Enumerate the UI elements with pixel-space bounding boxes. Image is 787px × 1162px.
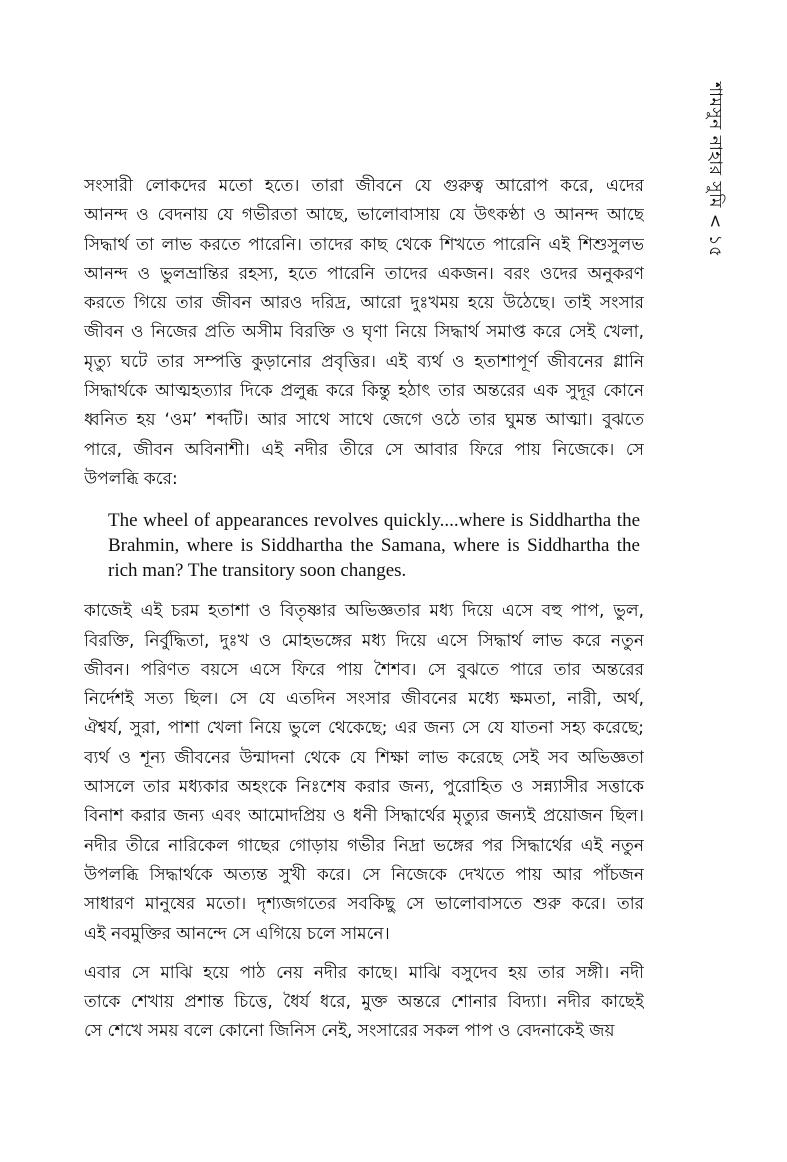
- text-line: পারে, জীবন অবিনাশী। এই নদীর তীরে সে আবার ফিরে পায় নিজেকে। সে: [84, 439, 644, 460]
- text-line: সে শেখে সময় বলে কোনো জিনিস নেই, সংসারের সকল পাপ ও বেদনাকেই জয়: [84, 1021, 615, 1042]
- block-quote: [108, 508, 640, 583]
- text-line: ব্যর্থ ও শূন্য জীবনের উন্মাদনা থেকে যে শিক্ষা লাভ করেছে সেই সব অভিজ্ঞতা: [84, 747, 644, 768]
- text-line: সংসারী লোকদের মতো হতে। তারা জীবনে যে গুরুত্ব আরোপ করে, এদের: [84, 176, 644, 196]
- text-line: তাকে শেখায় প্রশান্ত চিত্তে, ধৈর্য ধরে, মুক্ত অন্তরে শোনার বিদ্যা। নদীর কাছেই: [84, 992, 644, 1013]
- text-line: করতে গিয়ে তার জীবন আরও দরিদ্র, আরো দুঃখময় হয়ে উঠেছে। তাই সংসার: [84, 293, 644, 314]
- running-header: [698, 82, 738, 282]
- text-line: The wheel of appearances revolves quickly....where is Siddhartha the: [108, 510, 640, 532]
- text-line: rich man? The transitory soon changes.: [108, 560, 407, 582]
- text-line: উপলব্ধি করে:: [84, 468, 178, 489]
- text-line: এই নবমুক্তির আনন্দে সে এগিয়ে চলে সামনে।: [84, 923, 390, 944]
- text-line: আনন্দ ও ভুলভ্রান্তির রহস্য, হতে পারেনি তাদের একজন। বরং ওদের অনুকরণ: [84, 263, 644, 284]
- running-title: শামসুন নাহার সুমি < ১৫: [705, 82, 725, 258]
- text-line: ঐশ্বর্য, সুরা, পাশা খেলা নিয়ে ভুলে থেকেছে; এর জন্য সে যে যাতনা সহ্য করেছে;: [84, 718, 644, 739]
- text-line: নদীর তীরে নারিকেল গাছের গোড়ায় গভীর নিদ্রা ভঙ্গের পর সিদ্ধার্থের এই নতুন: [84, 835, 644, 856]
- paragraph: [84, 172, 644, 494]
- text-line: নির্দেশই সত্য ছিল। সে যে এতদিন সংসার জীবনের মধ্যে ক্ষমতা, নারী, অর্থ,: [84, 689, 644, 710]
- text-line: আনন্দ ও বেদনায় যে গভীরতা আছে, ভালোবাসায় যে উৎকণ্ঠা ও আনন্দ আছে: [84, 205, 644, 226]
- page-body: [84, 172, 644, 1047]
- paragraph-gap: [84, 949, 644, 959]
- text-line: জীবন ও নিজের প্রতি অসীম বিরক্তি ও ঘৃণা নিয়ে সিদ্ধার্থ সমাপ্ত করে সেই খেলা,: [84, 322, 644, 343]
- paragraph: [84, 959, 644, 1047]
- text-line: উপলব্ধি সিদ্ধার্থকে অত্যন্ত সুখী করে। সে নিজেকে দেখতে পায় আর পাঁচজন: [84, 864, 644, 885]
- paragraph: [84, 597, 644, 949]
- text-line: কাজেই এই চরম হতাশা ও বিতৃষ্ণার অভিজ্ঞতার মধ্য দিয়ে এসে বহু পাপ, ভুল,: [84, 601, 644, 622]
- text-line: ধ্বনিত হয় ‘ওম’ শব্দটি। আর সাথে সাথে জেগে ওঠে তার ঘুমন্ত আত্মা। বুঝতে: [84, 410, 644, 431]
- text-line: বিরক্তি, নির্বুদ্ধিতা, দুঃখ ও মোহভঙ্গের মধ্য দিয়ে এসে সিদ্ধার্থ লাভ করে নতুন: [84, 630, 644, 651]
- text-line: Brahmin, where is Siddhartha the Samana, where is Siddhartha the: [108, 535, 640, 557]
- text-line: বিনাশ করার জন্য এবং আমোদপ্রিয় ও ধনী সিদ্ধার্থের মৃত্যুর জন্যই প্রয়োজন ছিল।: [84, 806, 644, 827]
- text-line: সিদ্ধার্থকে আত্মহত্যার দিকে প্রলুব্ধ করে কিন্তু হঠাৎ তার অন্তরের এক সুদূর কোনে: [84, 381, 644, 402]
- text-line: আসলে তার মধ্যকার অহংকে নিঃশেষ করার জন্য, পুরোহিত ও সন্ন্যাসীর সত্তাকে: [84, 777, 644, 798]
- text-line: এবার সে মাঝি হয়ে পাঠ নেয় নদীর কাছে। মাঝি বসুদেব হয় তার সঙ্গী। নদী: [84, 962, 644, 983]
- text-line: মৃত্যু ঘটে তার সম্পত্তি কুড়ানোর প্রবৃত্তির। এই ব্যর্থ ও হতাশাপূর্ণ জীবনের গ্লানি: [84, 351, 644, 372]
- text-line: সাধারণ মানুষের মতো। দৃশ্যজগতের সবকিছু সে ভালোবাসতে শুরু করে। তার: [84, 894, 644, 915]
- text-line: জীবন। পরিণত বয়সে এসে ফিরে পায় শৈশব। সে বুঝতে পারে তার অন্তরের: [84, 659, 644, 680]
- text-line: সিদ্ধার্থ তা লাভ করতে পারেনি। তাদের কাছ থেকে শিখতে পারেনি এই শিশুসুলভ: [84, 234, 644, 255]
